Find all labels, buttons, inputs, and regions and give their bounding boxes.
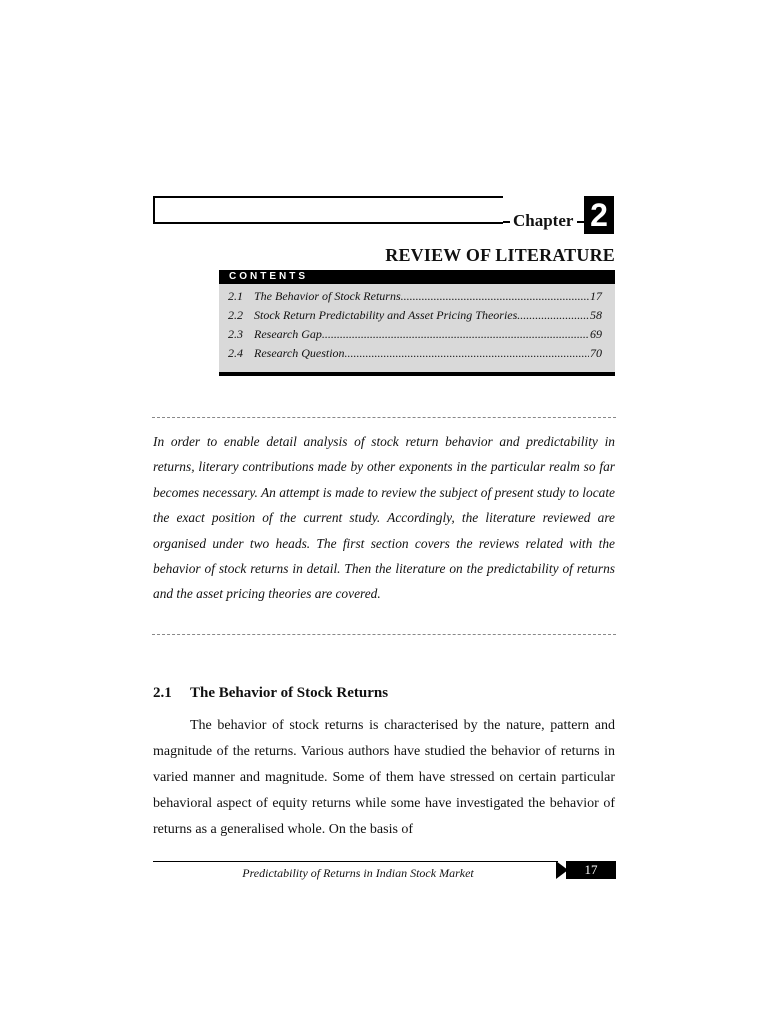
toc-item-page: 70 [590,346,602,360]
body-paragraph: The behavior of stock returns is characterised by the nature, pattern and magnitude of the returns. Various authors have studied the behavior of returns in varied manner and magnitude. Some of them have stressed on certain particular behavioral aspect of equity returns while some have investigated the behavior of returns as a generalised whole. On the basis of [153,718,615,837]
toc-leader-dots [322,325,589,343]
toc-item[interactable] [228,344,602,362]
chapter-abstract: In order to enable detail analysis of stock return behavior and predictability in returns, literary contributions made by other exponents in the particular realm so far becomes necessary. An attempt is made to review the subject of present study to locate the exact position of the current study. Accordingly, the literature reviewed are organised under two heads. The first section covers the reviews related with the behavior of stock returns in detail. Then the literature on the predictability of returns and the asset pricing theories are covered. [153,434,615,602]
toc-leader-dots [517,306,589,324]
toc-item[interactable] [228,287,602,305]
toc-item-page: 58 [590,308,602,322]
chapter-label: Chapter [510,211,577,231]
toc-item-title: Research Question [254,346,345,360]
section-title: The Behavior of Stock Returns [190,685,389,701]
toc-item[interactable] [228,306,602,324]
toc-item-title: The Behavior of Stock Returns [254,289,401,303]
contents-bottom-rule [219,372,615,376]
footer-running-title: Predictability of Returns in Indian Stock Market [242,866,474,880]
toc-item-number: 2.3 [228,327,243,341]
toc-item-number: 2.4 [228,346,243,360]
chapter-frame [153,196,503,224]
section-heading [153,685,388,702]
toc-leader-dots [401,287,589,305]
contents-heading: CONTENTS [219,270,615,284]
toc-item-page: 69 [590,327,602,341]
footer-rule [153,861,558,862]
chapter-number: 2 [584,196,614,234]
chapter-title: REVIEW OF LITERATURE [385,245,615,265]
section-body [153,713,615,843]
toc-item-title: Stock Return Predictability and Asset Pricing Theories [254,308,518,322]
toc-item-number: 2.2 [228,308,243,322]
toc-item-title: Research Gap [254,327,322,341]
toc-item-page: 17 [590,289,602,303]
toc-item-number: 2.1 [228,289,243,303]
dotted-separator-bottom [152,634,616,635]
toc-item[interactable] [228,325,602,343]
page-number: 17 [566,861,616,879]
toc-leader-dots [345,344,589,362]
dotted-separator-top [152,417,616,418]
contents-list [219,284,615,372]
section-number: 2.1 [153,685,172,701]
